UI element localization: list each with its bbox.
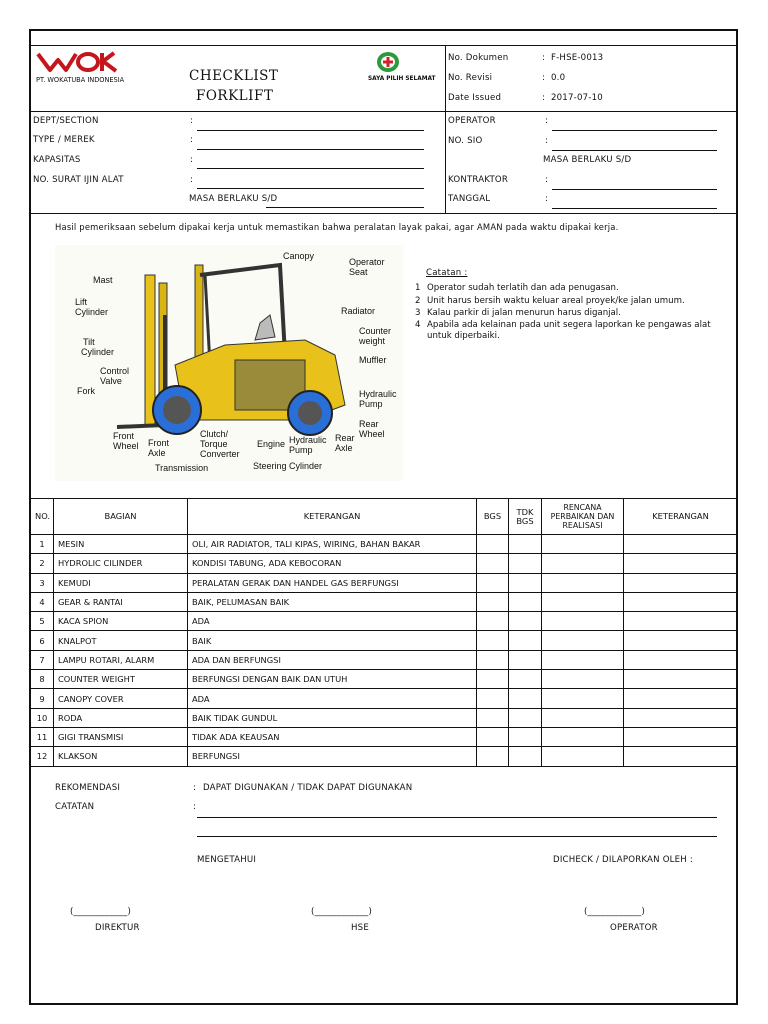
- info-label-surat: NO. SURAT IJIN ALAT: [33, 175, 124, 185]
- svg-text:Hydraulic: Hydraulic: [359, 389, 397, 399]
- notes-list: 1 Operator sudah terlatih dan ada penugasan. 2 Unit harus bersih waktu keluar areal proyek/ke jalan umum. 3 Kalau parkir di jalan menurun harus diganjal. 4 Apabila ada kelainan pada unit segera laporkan ke pengawas alat untuk diperbaiki.: [415, 282, 733, 342]
- doc-value-1: 0.0: [550, 73, 566, 83]
- table-row: [31, 535, 738, 554]
- svg-text:weight: weight: [359, 336, 386, 346]
- row-keterangan: ADA: [188, 612, 477, 631]
- row-keterangan2-cell[interactable]: [624, 631, 738, 650]
- row-no: 3: [31, 573, 54, 592]
- rekomendasi-value[interactable]: DAPAT DIGUNAKAN / TIDAK DAPAT DIGUNAKAN: [203, 783, 413, 793]
- row-no: 2: [31, 554, 54, 573]
- row-rencana-cell[interactable]: [542, 650, 624, 669]
- row-rencana-cell[interactable]: [542, 747, 624, 766]
- info-label-dept: DEPT/SECTION: [33, 116, 99, 126]
- row-tdk-bgs-cell[interactable]: [509, 670, 542, 689]
- row-rencana-cell[interactable]: [542, 592, 624, 611]
- row-rencana-cell[interactable]: [542, 535, 624, 554]
- row-keterangan: OLI, AIR RADIATOR, TALI KIPAS, WIRING, BAHAN BAKAR: [188, 535, 477, 554]
- table-row: [31, 727, 738, 746]
- catatan-label: CATATAN: [55, 802, 95, 812]
- row-keterangan: BAIK: [188, 631, 477, 650]
- row-bgs-cell[interactable]: [477, 747, 509, 766]
- svg-text:Wheel: Wheel: [113, 441, 139, 451]
- header-divider: [445, 45, 446, 112]
- row-rencana-cell[interactable]: [542, 554, 624, 573]
- row-keterangan2-cell[interactable]: [624, 554, 738, 573]
- row-bagian: GEAR & RANTAI: [54, 592, 188, 611]
- table-row: [31, 650, 738, 669]
- row-bagian: HYDROLIC CILINDER: [54, 554, 188, 573]
- row-tdk-bgs-cell[interactable]: [509, 573, 542, 592]
- notes-title: Catatan :: [426, 268, 468, 278]
- catatan-line-1[interactable]: [197, 817, 717, 818]
- table-row: [31, 573, 738, 592]
- title-line1: CHECKLIST: [189, 68, 279, 84]
- dicheck-label: DICHECK / DILAPORKAN OLEH :: [553, 855, 693, 865]
- row-rencana-cell[interactable]: [542, 670, 624, 689]
- header-tdk-bgs: TDK BGS: [509, 499, 542, 535]
- svg-text:Canopy: Canopy: [283, 251, 315, 261]
- header-top-line: [30, 45, 737, 46]
- dept-field[interactable]: [197, 130, 424, 131]
- table-row: [31, 554, 738, 573]
- row-bagian: GIGI TRANSMISI: [54, 727, 188, 746]
- info-label-type: TYPE / MEREK: [33, 135, 95, 145]
- row-tdk-bgs-cell[interactable]: [509, 631, 542, 650]
- row-keterangan2-cell[interactable]: [624, 689, 738, 708]
- sign-line-operator[interactable]: (____________): [584, 907, 646, 917]
- header-bottom-line: [30, 111, 737, 112]
- safety-logo: [376, 51, 400, 73]
- header-keterangan: KETERANGAN: [188, 499, 477, 535]
- svg-text:Front: Front: [113, 431, 135, 441]
- note-item: Unit harus bersih waktu keluar areal proyek/ke jalan umum.: [427, 295, 685, 306]
- row-tdk-bgs-cell[interactable]: [509, 554, 542, 573]
- svg-text:Valve: Valve: [100, 376, 122, 386]
- intro-text: Hasil pemeriksaan sebelum dipakai kerja untuk memastikan bahwa peralatan layak pakai, agar AMAN pada waktu dipakai kerja.: [55, 222, 619, 232]
- header-keterangan2: KETERANGAN: [624, 499, 738, 535]
- svg-text:Counter: Counter: [359, 326, 392, 336]
- checklist-table: [30, 498, 738, 767]
- surat-field[interactable]: [197, 188, 424, 189]
- info-label-kontraktor: KONTRAKTOR: [448, 175, 509, 185]
- row-keterangan: BAIK, PELUMASAN BAIK: [188, 592, 477, 611]
- row-tdk-bgs-cell[interactable]: [509, 612, 542, 631]
- row-no: 8: [31, 670, 54, 689]
- info-bottom-line: [30, 213, 737, 214]
- note-item: Kalau parkir di jalan menurun harus diganjal.: [427, 308, 621, 318]
- svg-text:Converter: Converter: [200, 449, 240, 459]
- svg-text:Pump: Pump: [359, 399, 383, 409]
- doc-label-2: Date Issued: [448, 93, 502, 103]
- row-bgs-cell[interactable]: [477, 535, 509, 554]
- left-masa-field[interactable]: [266, 207, 424, 208]
- table-row: [31, 592, 738, 611]
- row-rencana-cell[interactable]: [542, 727, 624, 746]
- svg-text:Rear: Rear: [359, 419, 379, 429]
- row-no: 7: [31, 650, 54, 669]
- note-item: Apabila ada kelainan pada unit segera laporkan ke pengawas alat untuk diperbaiki.: [427, 319, 711, 341]
- row-bgs-cell[interactable]: [477, 689, 509, 708]
- row-no: 6: [31, 631, 54, 650]
- row-keterangan: BERFUNGSI: [188, 747, 477, 766]
- row-keterangan2-cell[interactable]: [624, 747, 738, 766]
- forklift-diagram: [55, 245, 403, 481]
- info-label-tanggal: TANGGAL: [448, 194, 491, 204]
- row-rencana-cell[interactable]: [542, 689, 624, 708]
- row-bgs-cell[interactable]: [477, 727, 509, 746]
- info-right-masa: MASA BERLAKU S/D: [543, 155, 632, 165]
- svg-text:Pump: Pump: [289, 445, 313, 455]
- row-tdk-bgs-cell[interactable]: [509, 747, 542, 766]
- signer-direktur: DIREKTUR: [95, 923, 140, 933]
- sio-field[interactable]: [552, 150, 717, 151]
- svg-text:Torque: Torque: [200, 439, 228, 449]
- svg-text:Radiator: Radiator: [341, 306, 376, 316]
- doc-value-2: 2017-07-10: [550, 93, 603, 103]
- row-bgs-cell[interactable]: [477, 631, 509, 650]
- row-bgs-cell[interactable]: [477, 650, 509, 669]
- row-no: 4: [31, 592, 54, 611]
- svg-text:Clutch/: Clutch/: [200, 429, 229, 439]
- row-rencana-cell[interactable]: [542, 631, 624, 650]
- info-label-kapasitas: KAPASITAS: [33, 155, 81, 165]
- row-keterangan2-cell[interactable]: [624, 670, 738, 689]
- row-keterangan: BERFUNGSI DENGAN BAIK DAN UTUH: [188, 670, 477, 689]
- row-keterangan: KONDISI TABUNG, ADA KEBOCORAN: [188, 554, 477, 573]
- doc-value-0: F-HSE-0013: [550, 53, 604, 63]
- doc-label-1: No. Revisi: [448, 73, 493, 83]
- info-label-operator: OPERATOR: [448, 116, 496, 126]
- svg-text:Front: Front: [148, 438, 170, 448]
- row-no: 10: [31, 708, 54, 727]
- row-tdk-bgs-cell[interactable]: [509, 727, 542, 746]
- table-row: [31, 631, 738, 650]
- row-tdk-bgs-cell[interactable]: [509, 535, 542, 554]
- kapasitas-field[interactable]: [197, 168, 424, 169]
- row-bagian: RODA: [54, 708, 188, 727]
- row-bgs-cell[interactable]: [477, 573, 509, 592]
- header-no: NO.: [31, 499, 54, 535]
- company-logo: [36, 50, 118, 76]
- rekomendasi-label: REKOMENDASI: [55, 783, 121, 793]
- header-rencana: RENCANA PERBAIKAN DAN REALISASI: [542, 499, 624, 535]
- row-bagian: KNALPOT: [54, 631, 188, 650]
- row-no: 9: [31, 689, 54, 708]
- signer-operator: OPERATOR: [610, 923, 658, 933]
- row-bagian: KEMUDI: [54, 573, 188, 592]
- row-keterangan: BAIK TIDAK GUNDUL: [188, 708, 477, 727]
- row-no: 11: [31, 727, 54, 746]
- mengetahui-label: MENGETAHUI: [197, 855, 257, 865]
- svg-text:Seat: Seat: [349, 267, 368, 277]
- kontraktor-field[interactable]: [552, 189, 717, 190]
- row-bgs-cell[interactable]: [477, 670, 509, 689]
- row-bgs-cell[interactable]: [477, 554, 509, 573]
- safety-logo-text: SAYA PILIH SELAMAT: [368, 76, 436, 82]
- info-divider: [445, 111, 446, 214]
- row-keterangan: ADA DAN BERFUNGSI: [188, 650, 477, 669]
- row-keterangan2-cell[interactable]: [624, 612, 738, 631]
- header-bgs: BGS: [477, 499, 509, 535]
- row-bagian: KACA SPION: [54, 612, 188, 631]
- row-no: 5: [31, 612, 54, 631]
- svg-text:Control: Control: [100, 366, 130, 376]
- row-bgs-cell[interactable]: [477, 612, 509, 631]
- svg-text:Rear: Rear: [335, 433, 355, 443]
- row-rencana-cell[interactable]: [542, 708, 624, 727]
- row-keterangan2-cell[interactable]: [624, 708, 738, 727]
- svg-text:Operator: Operator: [349, 257, 385, 267]
- svg-text:Transmission: Transmission: [155, 463, 209, 473]
- note-item: Operator sudah terlatih dan ada penugasan.: [427, 283, 619, 293]
- row-keterangan2-cell[interactable]: [624, 573, 738, 592]
- table-row: [31, 747, 738, 766]
- row-tdk-bgs-cell[interactable]: [509, 592, 542, 611]
- svg-text:Hydraulic: Hydraulic: [289, 435, 327, 445]
- row-tdk-bgs-cell[interactable]: [509, 708, 542, 727]
- table-row: [31, 708, 738, 727]
- doc-label-0: No. Dokumen: [448, 53, 509, 63]
- sign-line-hse[interactable]: (____________): [311, 907, 373, 917]
- svg-text:Steering Cylinder: Steering Cylinder: [253, 461, 323, 471]
- row-keterangan2-cell[interactable]: [624, 592, 738, 611]
- row-keterangan2-cell[interactable]: [624, 535, 738, 554]
- sign-line-direktur[interactable]: (____________): [70, 907, 132, 917]
- svg-text:Fork: Fork: [77, 386, 95, 396]
- row-bagian: KLAKSON: [54, 747, 188, 766]
- row-bagian: CANOPY COVER: [54, 689, 188, 708]
- header-bagian: BAGIAN: [54, 499, 188, 535]
- company-name: PT. WOKATUBA INDONESIA: [36, 76, 125, 84]
- row-keterangan: TIDAK ADA KEAUSAN: [188, 727, 477, 746]
- row-tdk-bgs-cell[interactable]: [509, 650, 542, 669]
- svg-text:Tilt: Tilt: [83, 337, 95, 347]
- svg-text:Muffler: Muffler: [359, 355, 387, 365]
- row-keterangan2-cell[interactable]: [624, 650, 738, 669]
- row-keterangan: PERALATAN GERAK DAN HANDEL GAS BERFUNGSI: [188, 573, 477, 592]
- svg-text:Cylinder: Cylinder: [81, 347, 115, 357]
- row-no: 12: [31, 747, 54, 766]
- svg-text:Axle: Axle: [148, 448, 166, 458]
- svg-text:Lift: Lift: [75, 297, 88, 307]
- catatan-line-2[interactable]: [197, 836, 717, 837]
- row-rencana-cell[interactable]: [542, 612, 624, 631]
- info-label-sio: NO. SIO: [448, 136, 483, 146]
- row-bagian: MESIN: [54, 535, 188, 554]
- row-rencana-cell[interactable]: [542, 573, 624, 592]
- row-no: 1: [31, 535, 54, 554]
- row-keterangan: ADA: [188, 689, 477, 708]
- row-keterangan2-cell[interactable]: [624, 727, 738, 746]
- row-bgs-cell[interactable]: [477, 592, 509, 611]
- svg-text:Mast: Mast: [93, 275, 113, 285]
- svg-text:Engine: Engine: [257, 439, 286, 449]
- row-bagian: LAMPU ROTARI, ALARM: [54, 650, 188, 669]
- svg-text:Wheel: Wheel: [359, 429, 385, 439]
- table-row: [31, 670, 738, 689]
- type-field[interactable]: [197, 149, 424, 150]
- table-row: [31, 612, 738, 631]
- tanggal-field[interactable]: [552, 208, 717, 209]
- svg-text:Axle: Axle: [335, 443, 353, 453]
- title-line2: FORKLIFT: [196, 88, 274, 104]
- table-header-row: [31, 499, 738, 535]
- operator-field[interactable]: [552, 130, 717, 131]
- table-row: [31, 689, 738, 708]
- info-left-masa: MASA BERLAKU S/D: [189, 194, 278, 204]
- row-bgs-cell[interactable]: [477, 708, 509, 727]
- svg-text:Cylinder: Cylinder: [75, 307, 109, 317]
- row-tdk-bgs-cell[interactable]: [509, 689, 542, 708]
- signer-hse: HSE: [351, 923, 369, 933]
- row-bagian: COUNTER WEIGHT: [54, 670, 188, 689]
